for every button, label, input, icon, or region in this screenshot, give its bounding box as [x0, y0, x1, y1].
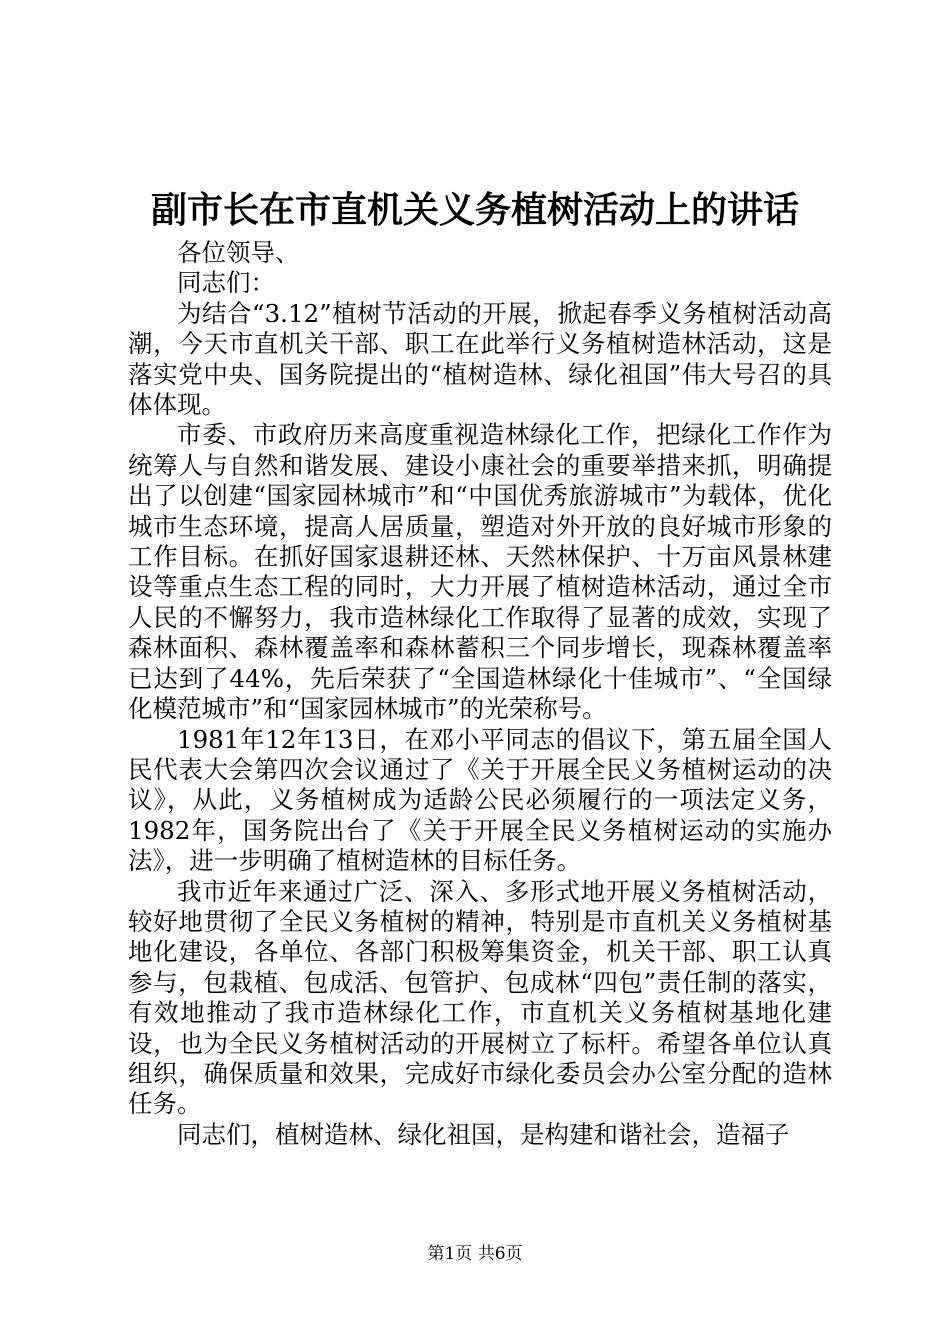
paragraph-5: 同志们，植树造林、绿化祖国，是构建和谐社会，造福子	[177, 1119, 790, 1149]
paragraph-3: 1981年12年13日，在邓小平同志的倡议下，第五届全国人民代表大会第四次会议通过了《关于开展全民义务植树运动的决议》，从此，义务植树成为适龄公民必须履行的一项法定义务，1982年，国务院出台了《关于开展全民义务植树运动的实施办法》，进一步明确了植树造林的目标任务。	[128, 724, 832, 876]
salutation-comrades: 同志们：	[177, 268, 275, 298]
paragraph-4: 我市近年来通过广泛、深入、多形式地开展义务植树活动，较好地贯彻了全民义务植树的精神，特别是市直机关义务植树基地化建设，各单位、各部门积极筹集资金，机关干部、职工认真参与，包栽植、包成活、包管护、包成林“四包”责任制的落实，有效地推动了我市造林绿化工作，市直机关义务植树基地化建设，也为全民义务植树活动的开展树立了标杆。希望各单位认真组织，确保质量和效果，完成好市绿化委员会办公室分配的造林任务。	[128, 876, 832, 1119]
salutation-leaders: 各位领导、	[177, 238, 300, 267]
page-number-footer: 第1页 共6页	[427, 1244, 523, 1264]
paragraph-1: 为结合“3.12”植树节活动的开展，掀起春季义务植树活动高潮，今天市直机关干部、职工在此举行义务植树造林活动，这是落实党中央、国务院提出的“植树造林、绿化祖国”伟大号召的具体体现。	[128, 298, 832, 420]
paragraph-2: 市委、市政府历来高度重视造林绿化工作，把绿化工作作为统筹人与自然和谐发展、建设小康社会的重要举措来抓，明确提出了以创建“国家园林城市”和“中国优秀旅游城市”为载体，优化城市生态环境，提高人居质量，塑造对外开放的良好城市形象的工作目标。在抓好国家退耕还林、天然林保护、十万亩风景林建设等重点生态工程的同时，大力开展了植树造林活动，通过全市人民的不懈努力，我市造林绿化工作取得了显著的成效，实现了森林面积、森林覆盖率和森林蓄积三个同步增长，现森林覆盖率已达到了44%，先后荣获了“全国造林绿化十佳城市”、“全国绿化模范城市”和“国家园林城市”的光荣称号。	[128, 420, 832, 724]
document-title: 副市长在市直机关义务植树活动上的讲话	[150, 189, 799, 231]
document-body	[128, 238, 832, 1150]
